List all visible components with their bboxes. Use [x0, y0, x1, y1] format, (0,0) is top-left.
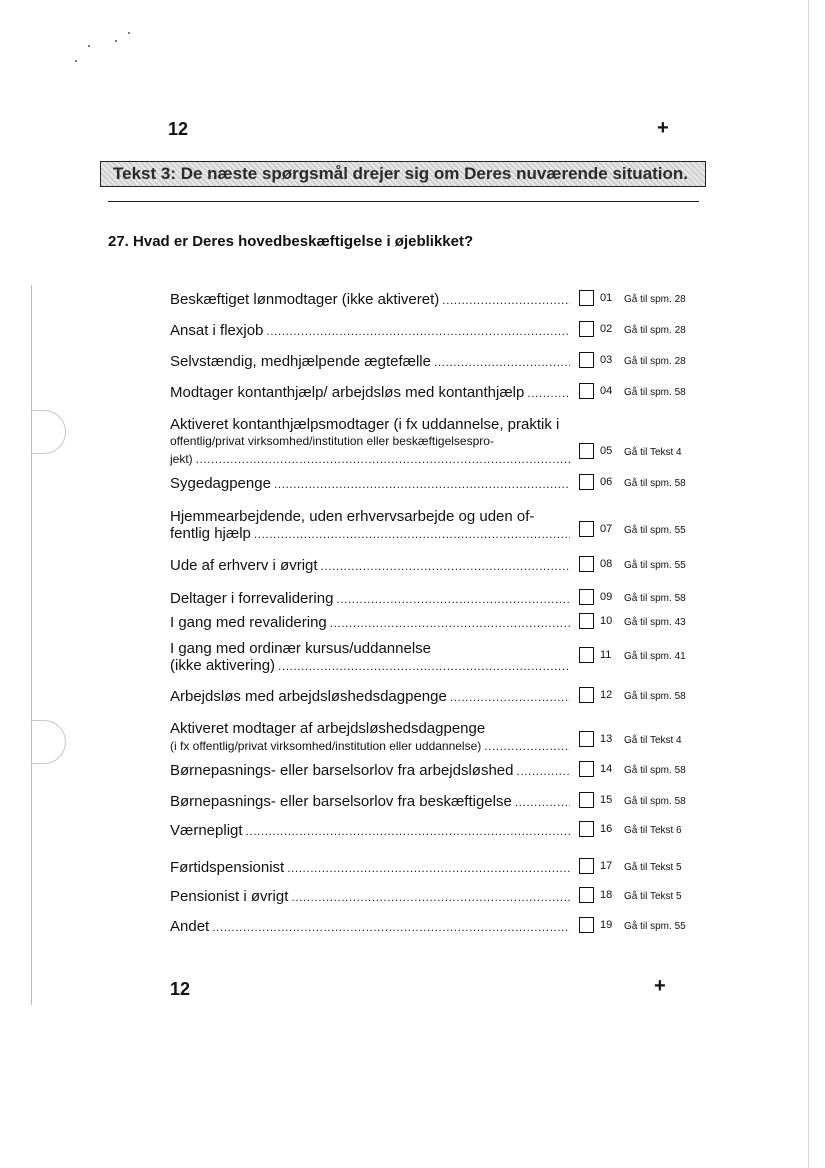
- leader-dots: [212, 918, 570, 936]
- skip-instruction: Gå til spm. 55: [624, 921, 686, 932]
- skip-instruction: Gå til spm. 28: [624, 294, 686, 305]
- leader-dots: [196, 450, 570, 468]
- section-banner: [100, 161, 706, 187]
- skip-instruction: Gå til spm. 28: [624, 356, 686, 367]
- answer-checkbox[interactable]: [579, 917, 594, 933]
- page-number: 12: [168, 119, 189, 139]
- answer-code: 10: [600, 615, 613, 627]
- skip-instruction: Gå til spm. 55: [624, 560, 686, 571]
- option-label: Andet: [170, 918, 210, 935]
- skip-instruction: Gå til spm. 41: [624, 651, 686, 662]
- scan-speck: [88, 45, 90, 47]
- option-row: [170, 322, 570, 340]
- option-label: I gang med ordinær kursus/uddannelse: [170, 640, 431, 657]
- leader-dots: [321, 557, 570, 575]
- leader-dots: [330, 614, 570, 632]
- option-label: Arbejdsløs med arbejdsløshedsdagpenge: [170, 688, 447, 705]
- answer-checkbox[interactable]: [579, 887, 594, 903]
- question-title: 27. Hvad er Deres hovedbeskæftigelse i øjeblikket?: [108, 233, 474, 250]
- leader-dots: [517, 762, 571, 780]
- option-row: [170, 918, 570, 936]
- answer-checkbox[interactable]: [579, 556, 594, 572]
- answer-code: 19: [600, 919, 613, 931]
- answer-checkbox[interactable]: [579, 613, 594, 629]
- leader-dots: [246, 822, 570, 840]
- skip-instruction: Gå til spm. 58: [624, 593, 686, 604]
- option-label: Aktiveret kontanthjælpsmodtager (i fx uddannelse, praktik i: [170, 416, 560, 433]
- leader-dots: [450, 688, 570, 706]
- option-label: jekt): [170, 452, 193, 466]
- leader-dots: [274, 475, 570, 493]
- option-label: Førtidspensionist: [170, 859, 285, 876]
- option-label: Børnepasnings- eller barselsorlov fra arbejdsløshed: [170, 762, 514, 779]
- leader-dots: [484, 737, 570, 755]
- option-row: [170, 416, 570, 468]
- leader-dots: [336, 590, 570, 608]
- skip-instruction: Gå til Tekst 4: [624, 735, 682, 746]
- page-edge-line: [808, 0, 809, 1168]
- option-label: offentlig/privat virksomhed/institution eller beskæftigelsespro-: [170, 434, 494, 448]
- skip-instruction: Gå til Tekst 5: [624, 891, 682, 902]
- option-label: (i fx offentlig/privat virksomhed/institution eller uddannelse): [170, 739, 482, 753]
- punch-hole: [31, 720, 66, 764]
- answer-code: 16: [600, 823, 613, 835]
- option-label: Pensionist i øvrigt: [170, 888, 289, 905]
- option-row: [170, 793, 570, 811]
- answer-checkbox[interactable]: [579, 290, 594, 306]
- answer-checkbox[interactable]: [579, 352, 594, 368]
- answer-code: 09: [600, 591, 613, 603]
- answer-checkbox[interactable]: [579, 521, 594, 537]
- option-row: [170, 291, 570, 309]
- answer-code: 11: [600, 649, 612, 661]
- answer-checkbox[interactable]: [579, 761, 594, 777]
- answer-checkbox[interactable]: [579, 443, 594, 459]
- answer-code: 04: [600, 385, 613, 397]
- option-label: Selvstændig, medhjælpende ægtefælle: [170, 353, 431, 370]
- answer-code: 15: [600, 794, 613, 806]
- answer-code: 05: [600, 445, 613, 457]
- option-label: Hjemmearbejdende, uden erhvervsarbejde og uden of-: [170, 508, 535, 525]
- punch-hole: [31, 410, 66, 454]
- footer-registration-mark: +: [654, 975, 666, 997]
- option-row: [170, 590, 570, 608]
- option-label: (ikke aktivering): [170, 657, 276, 674]
- option-label: Modtager kontanthjælp/ arbejdsløs med kontanthjælp: [170, 384, 525, 401]
- answer-code: 07: [600, 523, 613, 535]
- answer-code: 02: [600, 323, 613, 335]
- skip-instruction: Gå til spm. 58: [624, 478, 686, 489]
- skip-instruction: Gå til Tekst 4: [624, 447, 682, 458]
- option-label: fentlig hjælp: [170, 525, 251, 542]
- answer-checkbox[interactable]: [579, 687, 594, 703]
- leader-dots: [254, 525, 570, 543]
- option-row: [170, 859, 570, 877]
- option-label: Beskæftiget lønmodtager (ikke aktiveret): [170, 291, 440, 308]
- scan-speck: [75, 60, 77, 62]
- option-label: Aktiveret modtager af arbejdsløshedsdagpenge: [170, 720, 486, 737]
- answer-code: 13: [600, 733, 613, 745]
- answer-code: 03: [600, 354, 613, 366]
- answer-code: 17: [600, 860, 613, 872]
- leader-dots: [291, 888, 570, 906]
- answer-checkbox[interactable]: [579, 731, 594, 747]
- answer-code: 06: [600, 476, 613, 488]
- skip-instruction: Gå til spm. 28: [624, 325, 686, 336]
- option-row: [170, 475, 570, 493]
- skip-instruction: Gå til spm. 58: [624, 796, 686, 807]
- answer-checkbox[interactable]: [579, 321, 594, 337]
- skip-instruction: Gå til spm. 58: [624, 691, 686, 702]
- leader-dots: [287, 859, 570, 877]
- option-row: [170, 508, 570, 543]
- leader-dots: [527, 384, 570, 402]
- option-label: I gang med revalidering: [170, 614, 327, 631]
- answer-checkbox[interactable]: [579, 821, 594, 837]
- answer-checkbox[interactable]: [579, 647, 594, 663]
- leader-dots: [266, 322, 570, 340]
- answer-checkbox[interactable]: [579, 474, 594, 490]
- answer-code: 18: [600, 889, 613, 901]
- option-row: [170, 353, 570, 371]
- option-row: [170, 688, 570, 706]
- registration-mark: +: [657, 117, 669, 139]
- option-row: [170, 384, 570, 402]
- option-label: Sygedagpenge: [170, 475, 271, 492]
- option-label: Ansat i flexjob: [170, 322, 264, 339]
- answer-code: 14: [600, 763, 613, 775]
- option-label: Værnepligt: [170, 822, 243, 839]
- banner-text: Tekst 3: De næste spørgsmål drejer sig om Deres nuværende situation.: [113, 164, 689, 183]
- skip-instruction: Gå til Tekst 6: [624, 825, 682, 836]
- margin-line: [31, 285, 32, 1005]
- leader-dots: [278, 657, 570, 675]
- option-row: [170, 888, 570, 906]
- skip-instruction: Gå til Tekst 5: [624, 862, 682, 873]
- divider: [108, 201, 699, 202]
- option-label: Børnepasnings- eller barselsorlov fra beskæftigelse: [170, 793, 512, 810]
- scan-speck: [128, 32, 130, 34]
- answer-code: 01: [600, 292, 613, 304]
- option-row: [170, 822, 570, 840]
- skip-instruction: Gå til spm. 58: [624, 765, 686, 776]
- answer-checkbox[interactable]: [579, 792, 594, 808]
- skip-instruction: Gå til spm. 58: [624, 387, 686, 398]
- option-row: [170, 762, 570, 780]
- answer-checkbox[interactable]: [579, 383, 594, 399]
- option-row: [170, 640, 570, 675]
- leader-dots: [442, 291, 570, 309]
- footer-page-number: 12: [170, 979, 191, 999]
- option-row: [170, 557, 570, 575]
- answer-checkbox[interactable]: [579, 858, 594, 874]
- option-row: [170, 720, 570, 755]
- answer-checkbox[interactable]: [579, 589, 594, 605]
- answer-code: 12: [600, 689, 613, 701]
- option-label: Ude af erhverv i øvrigt: [170, 557, 318, 574]
- leader-dots: [515, 793, 570, 811]
- scan-speck: [115, 40, 117, 42]
- option-label: Deltager i forrevalidering: [170, 590, 334, 607]
- option-row: [170, 614, 570, 632]
- leader-dots: [434, 353, 570, 371]
- skip-instruction: Gå til spm. 55: [624, 525, 686, 536]
- answer-code: 08: [600, 558, 613, 570]
- skip-instruction: Gå til spm. 43: [624, 617, 686, 628]
